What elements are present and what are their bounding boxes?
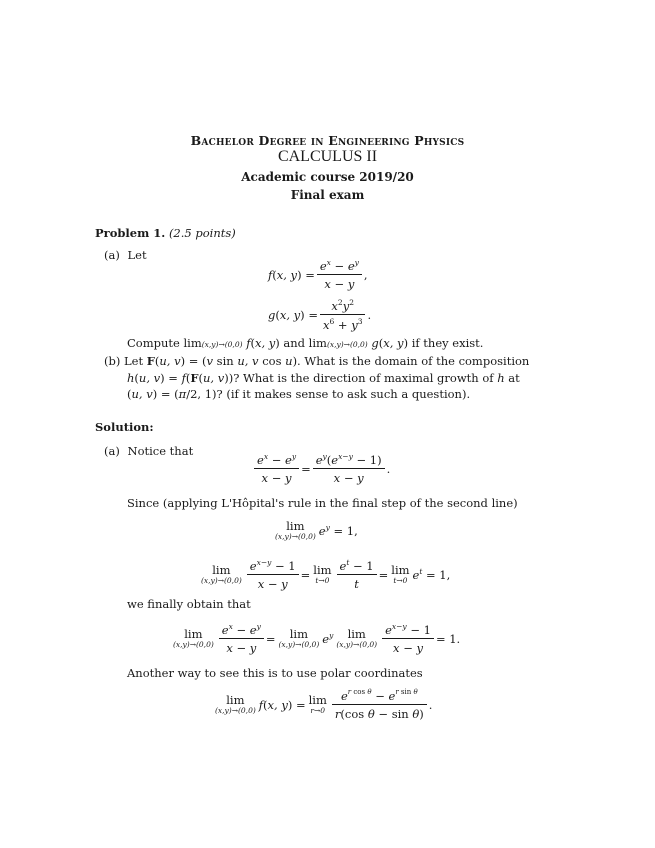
course-title: CALCULUS II <box>277 148 378 165</box>
part-b-line-1: (b) Let F(u, v) = (v sin u, v cos u). What is the domain of the composition <box>104 354 530 368</box>
academic-year: Academic course 2019/20 <box>241 170 414 184</box>
solution-a-intro-line <box>104 444 193 458</box>
equation-limit-ey: lim (x,y)→(0,0) $e^y = 1$, <box>275 519 358 541</box>
part-b-marker: (b) <box>104 354 121 368</box>
part-a-marker: (a) <box>104 248 120 262</box>
solution-intro: Notice that <box>127 444 194 458</box>
equation-g-definition: g(x, y) = $\frac{x^2y^2}{x^6 + y^3}$ . <box>268 298 372 332</box>
part-a-intro-line <box>104 248 147 262</box>
part-b-text-1: What is the domain of the composition <box>304 354 530 368</box>
part-b-line-2: h(u, v) = f(F(u, v))? What is the direction of maximal growth of h at <box>127 371 520 385</box>
problem-points: (2.5 points) <box>168 226 236 240</box>
part-a-question: Compute lim(x,y)→(0,0) f(x, y) and lim(x,y)→(0,0) g(x, y) if they exist. <box>127 336 484 350</box>
equation-lhopital: lim (x,y)→(0,0) $\frac{e^{x-y} - 1}{x - y}$ = lim t→0 $\frac{e^t - 1}{t}$ = lim t→0 $e^t = 1$, <box>201 558 451 591</box>
part-b-line-3: (u, v) = (π/2, 1)? (if it makes sense to ask such a question). <box>127 387 471 401</box>
solution-heading <box>95 420 154 434</box>
since-text: Since (applying L'Hôpital's rule in the final step of the second line) <box>127 496 518 510</box>
problem-heading <box>95 226 236 240</box>
part-a-intro: Let <box>127 248 147 262</box>
solution-a-marker: (a) <box>104 444 120 458</box>
equation-product-limits: lim (x,y)→(0,0) $\frac{e^x - e^y}{x - y}$ = lim (x,y)→(0,0) $e^y$ lim (x,y)→(0,0) $\frac{e^{x-y} - 1}{x - y}$ = 1. <box>173 622 461 655</box>
equation-factorization: $\frac{e^x - e^y}{x - y}$ = $\frac{e^y(e^{x-y} - 1)}{x - y}$ . <box>252 452 390 485</box>
program-name: Bachelor Degree in Engineering Physics <box>190 133 465 148</box>
part-a-question-1: Compute lim <box>127 336 202 350</box>
problem-label: Problem 1. <box>95 226 166 240</box>
equation-polar: lim (x,y)→(0,0) f(x, y) = lim r→0 $\frac{e^r ^{cos} ^\theta - e^r ^{sin} ^\theta}{\text{r(cos θ − sin θ)}}$ . <box>215 688 433 721</box>
part-b-text-3: (if it makes sense to ask such a question). <box>226 387 471 401</box>
part-b-text-2: What is the direction of maximal growth of <box>243 371 494 385</box>
solution-label: Solution: <box>95 420 154 434</box>
exam-type: Final exam <box>290 188 365 202</box>
polar-text: Another way to see this is to use polar coordinates <box>127 666 423 680</box>
finally-text: we finally obtain that <box>127 597 251 611</box>
part-a-question-3: if they exist. <box>411 336 484 350</box>
equation-f-definition: f(x, y) = $\frac{e^x - e^y}{x - y}$ , <box>268 258 368 291</box>
part-a-question-2: and lim <box>283 336 327 350</box>
